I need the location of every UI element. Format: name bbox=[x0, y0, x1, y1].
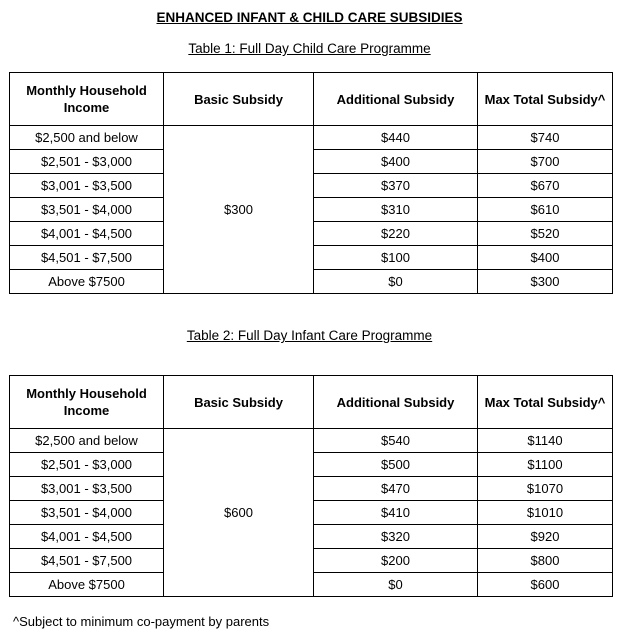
income-cell: $2,501 - $3,000 bbox=[10, 453, 164, 477]
header-basic-subsidy: Basic Subsidy bbox=[164, 73, 314, 126]
additional-subsidy-cell: $200 bbox=[314, 549, 478, 573]
additional-subsidy-cell: $440 bbox=[314, 126, 478, 150]
income-cell: $4,501 - $7,500 bbox=[10, 246, 164, 270]
additional-subsidy-cell: $100 bbox=[314, 246, 478, 270]
header-basic-subsidy: Basic Subsidy bbox=[164, 376, 314, 429]
additional-subsidy-cell: $0 bbox=[314, 270, 478, 294]
income-cell: $2,500 and below bbox=[10, 126, 164, 150]
additional-subsidy-cell: $410 bbox=[314, 501, 478, 525]
table-row bbox=[10, 429, 613, 453]
income-cell: $3,501 - $4,000 bbox=[10, 198, 164, 222]
additional-subsidy-cell: $310 bbox=[314, 198, 478, 222]
max-total-subsidy-cell: $1010 bbox=[478, 501, 613, 525]
table-header-row bbox=[10, 73, 613, 126]
income-cell: $2,500 and below bbox=[10, 429, 164, 453]
income-cell: $4,501 - $7,500 bbox=[10, 549, 164, 573]
income-cell: Above $7500 bbox=[10, 573, 164, 597]
max-total-subsidy-cell: $1140 bbox=[478, 429, 613, 453]
additional-subsidy-cell: $370 bbox=[314, 174, 478, 198]
max-total-subsidy-cell: $600 bbox=[478, 573, 613, 597]
header-max-total-subsidy: Max Total Subsidy^ bbox=[478, 73, 613, 126]
table-header-row bbox=[10, 376, 613, 429]
max-total-subsidy-cell: $700 bbox=[478, 150, 613, 174]
income-cell: $4,001 - $4,500 bbox=[10, 222, 164, 246]
child-care-subsidy-table bbox=[9, 72, 613, 294]
income-cell: $3,001 - $3,500 bbox=[10, 174, 164, 198]
header-monthly-household-income: Monthly Household Income bbox=[10, 73, 164, 126]
additional-subsidy-cell: $500 bbox=[314, 453, 478, 477]
infant-care-subsidy-table bbox=[9, 375, 613, 597]
header-additional-subsidy: Additional Subsidy bbox=[314, 73, 478, 126]
max-total-subsidy-cell: $520 bbox=[478, 222, 613, 246]
additional-subsidy-cell: $220 bbox=[314, 222, 478, 246]
max-total-subsidy-cell: $670 bbox=[478, 174, 613, 198]
income-cell: $3,501 - $4,000 bbox=[10, 501, 164, 525]
basic-subsidy-cell: $600 bbox=[164, 429, 314, 597]
max-total-subsidy-cell: $610 bbox=[478, 198, 613, 222]
additional-subsidy-cell: $470 bbox=[314, 477, 478, 501]
header-max-total-subsidy: Max Total Subsidy^ bbox=[478, 376, 613, 429]
max-total-subsidy-cell: $1100 bbox=[478, 453, 613, 477]
additional-subsidy-cell: $400 bbox=[314, 150, 478, 174]
document-title: ENHANCED INFANT & CHILD CARE SUBSIDIES bbox=[156, 10, 463, 25]
table1-caption: Table 1: Full Day Child Care Programme bbox=[188, 41, 431, 56]
additional-subsidy-cell: $320 bbox=[314, 525, 478, 549]
income-cell: $3,001 - $3,500 bbox=[10, 477, 164, 501]
footnote: ^Subject to minimum co-payment by parents bbox=[13, 614, 270, 629]
income-cell: $4,001 - $4,500 bbox=[10, 525, 164, 549]
additional-subsidy-cell: $0 bbox=[314, 573, 478, 597]
basic-subsidy-cell: $300 bbox=[164, 126, 314, 294]
header-additional-subsidy: Additional Subsidy bbox=[314, 376, 478, 429]
max-total-subsidy-cell: $740 bbox=[478, 126, 613, 150]
max-total-subsidy-cell: $1070 bbox=[478, 477, 613, 501]
income-cell: Above $7500 bbox=[10, 270, 164, 294]
table2-caption: Table 2: Full Day Infant Care Programme bbox=[186, 328, 433, 343]
table-row bbox=[10, 126, 613, 150]
max-total-subsidy-cell: $300 bbox=[478, 270, 613, 294]
header-monthly-household-income: Monthly Household Income bbox=[10, 376, 164, 429]
max-total-subsidy-cell: $400 bbox=[478, 246, 613, 270]
income-cell: $2,501 - $3,000 bbox=[10, 150, 164, 174]
additional-subsidy-cell: $540 bbox=[314, 429, 478, 453]
max-total-subsidy-cell: $920 bbox=[478, 525, 613, 549]
max-total-subsidy-cell: $800 bbox=[478, 549, 613, 573]
